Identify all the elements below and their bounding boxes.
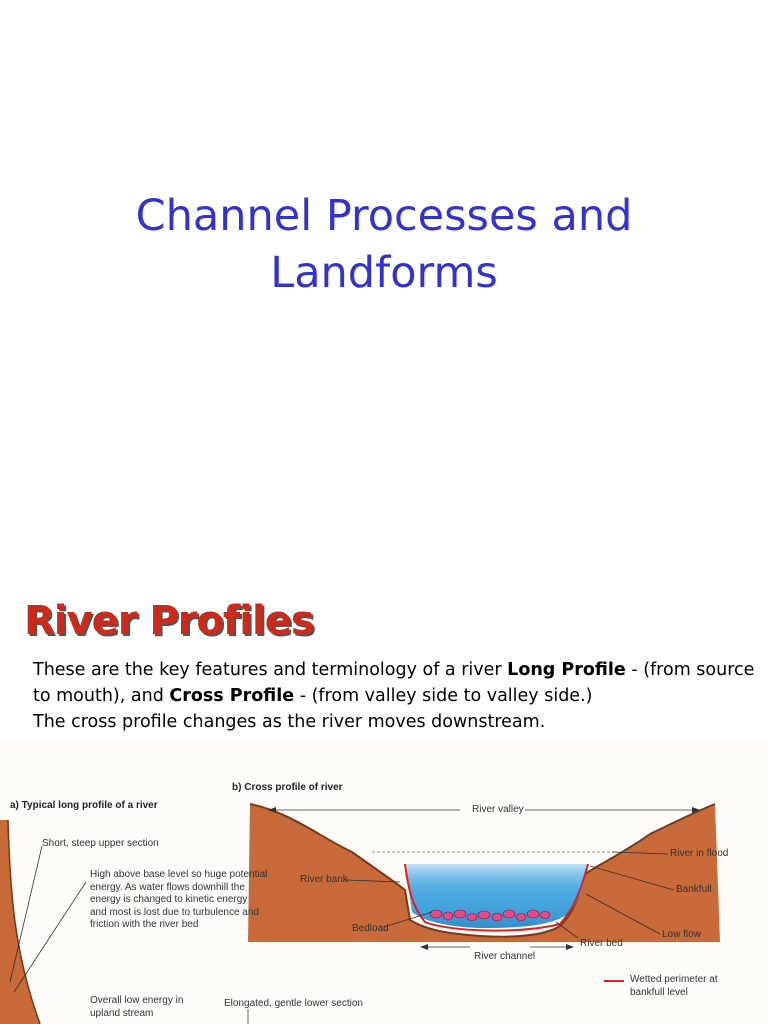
label-river-in-flood: River in flood bbox=[670, 848, 729, 859]
long-profile-slope bbox=[0, 820, 40, 1024]
label-river-bank: River bank bbox=[300, 874, 348, 885]
label-elongated: Elongated, gentle lower section bbox=[224, 998, 363, 1009]
long-profile-title: a) Typical long profile of a river bbox=[10, 800, 158, 811]
title-line-1: Channel Processes and bbox=[135, 191, 633, 241]
label-short-steep: Short, steep upper section bbox=[42, 838, 159, 849]
term-long-profile: Long Profile bbox=[507, 660, 626, 680]
label-overall-2: upland stream bbox=[90, 1007, 154, 1019]
label-river-bed: River bed bbox=[580, 938, 623, 949]
label-high-above-5: friction with the river bed bbox=[90, 919, 199, 930]
label-bedload: Bedload bbox=[352, 923, 389, 934]
label-wetted-perimeter bbox=[630, 974, 718, 999]
river-profile-figure bbox=[0, 742, 768, 1024]
title-line-2: Landforms bbox=[270, 248, 498, 298]
para-text-b: - (from source to mouth), and bbox=[33, 660, 755, 706]
label-river-channel: River channel bbox=[474, 951, 536, 962]
para-text-a: These are the key features and terminology of a river bbox=[33, 660, 508, 680]
label-wetted-1: Wetted perimeter at bbox=[630, 974, 718, 985]
label-overall-1: Overall low energy in bbox=[90, 995, 184, 1006]
label-high-above-3: energy is changed to kinetic energy bbox=[90, 894, 248, 905]
label-high-above-2: energy. As water flows downhill the bbox=[90, 881, 245, 893]
term-cross-profile: Cross Profile bbox=[169, 686, 295, 706]
section-heading: River Profiles bbox=[24, 598, 314, 644]
label-bankfull: Bankfull bbox=[676, 884, 712, 895]
para-text-c: - (from valley side to valley side.) bbox=[294, 686, 593, 706]
label-high-above-1: High above base level so huge potential bbox=[90, 869, 268, 880]
para-text-2: The cross profile changes as the river moves downstream. bbox=[33, 712, 546, 732]
label-high-above-4: and most is lost due to turbulence and bbox=[90, 906, 259, 918]
label-river-valley: River valley bbox=[472, 804, 524, 815]
cross-profile-title: b) Cross profile of river bbox=[232, 782, 343, 793]
label-low-flow: Low flow bbox=[662, 929, 701, 940]
slide-title bbox=[40, 188, 728, 302]
label-wetted-2: bankfull level bbox=[630, 986, 688, 998]
intro-paragraph bbox=[33, 657, 768, 735]
label-overall-low-energy bbox=[90, 995, 183, 1020]
label-high-above bbox=[90, 869, 267, 932]
